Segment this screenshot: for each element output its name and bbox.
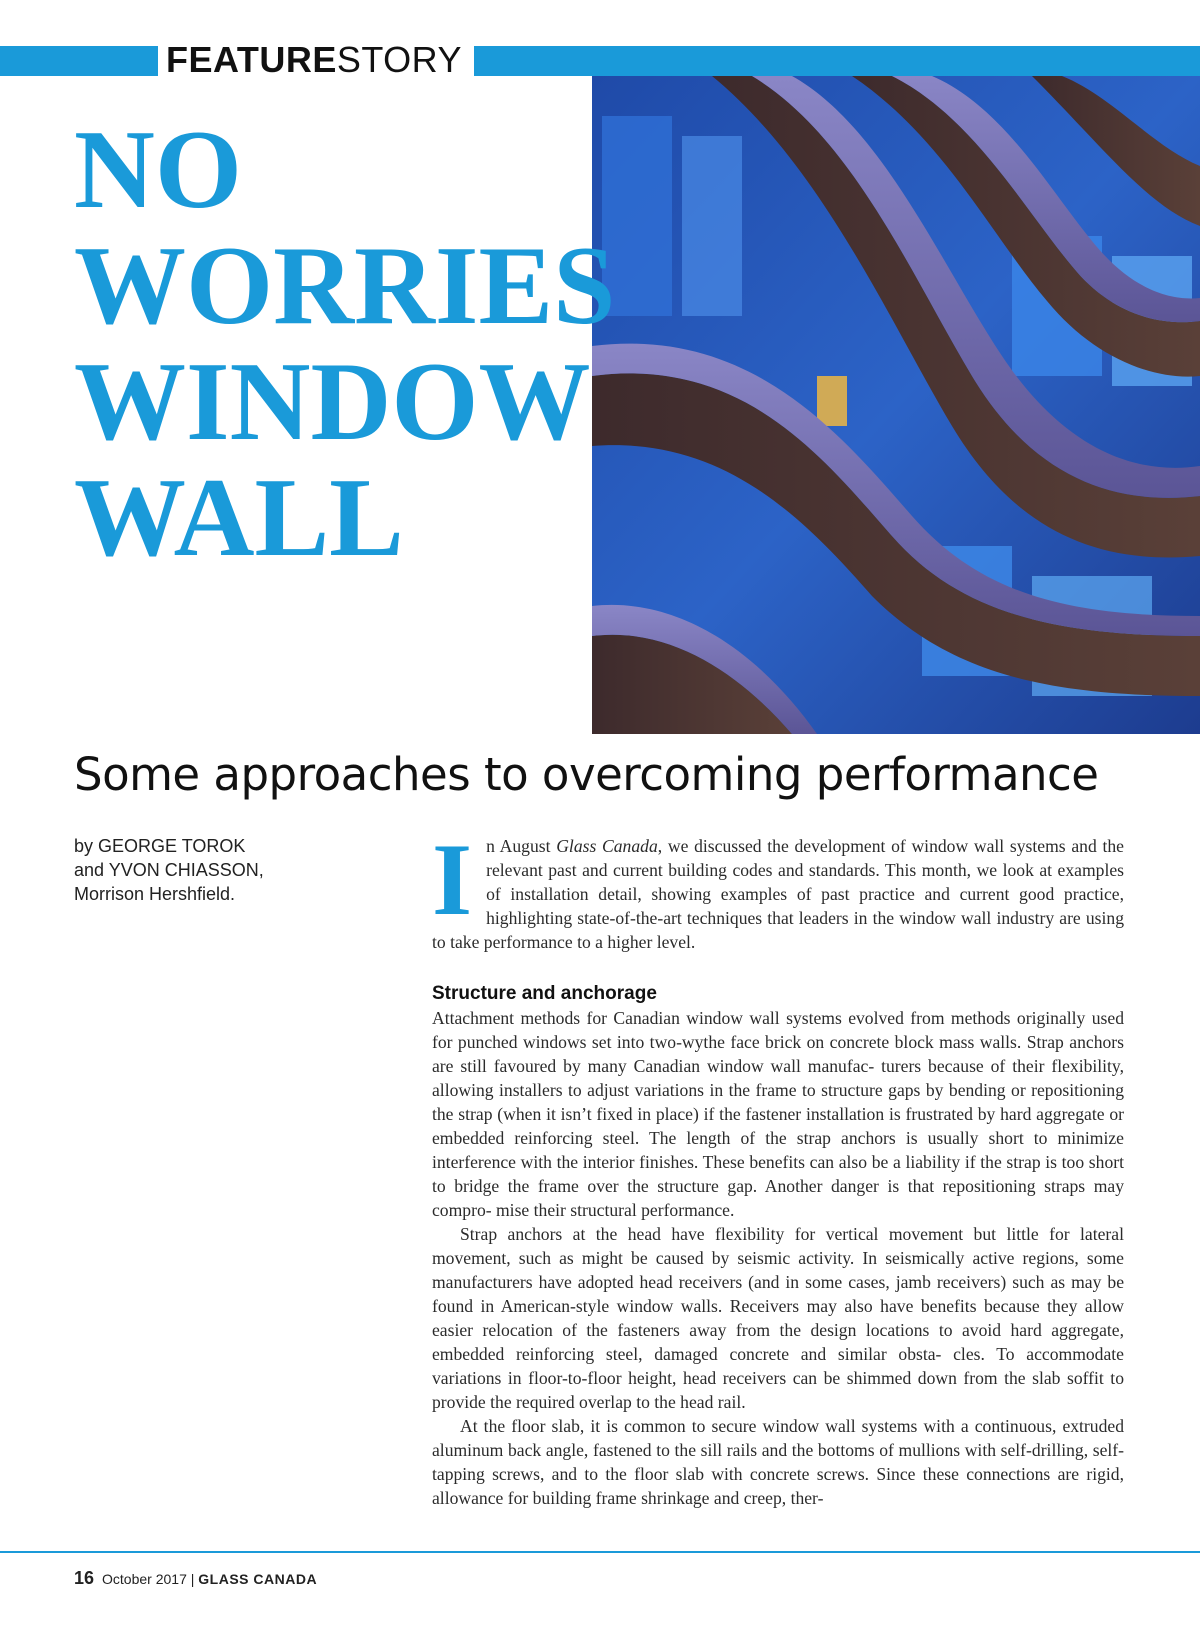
body-paragraph-2: Strap anchors at the head have flexibility for vertical movement but little for lateral movement, such as might be caused by seismic activity. In seismically active regions, some manufacturers have adopted head receivers (and in some cases, jamb receivers) such as may be found in American-style window walls. Receivers may also have benefits because they allow easier relocation of the fasteners away from the design locations to avoid hard aggregate, embedded reinforcing steel, damaged concrete and similar obsta- cles. To accommodate variations in floor-to-floor height, head receivers can be shimmed down from the slab soffit to provide the required overlap to the head rail. — [432, 1224, 1124, 1412]
building-photo — [592, 76, 1200, 734]
byline — [74, 834, 374, 906]
byline-line-2: and YVON CHIASSON, — [74, 860, 264, 880]
byline-line-1: by GEORGE TOROK — [74, 836, 246, 856]
headline — [74, 108, 616, 580]
lead-paragraph — [432, 823, 1124, 954]
footer-rule — [0, 1551, 1200, 1553]
header-bar-right — [474, 46, 1200, 76]
subtitle: Some approaches to overcoming performance — [74, 748, 1099, 801]
headline-line-3: WINDOW — [74, 340, 591, 464]
headline-line-2: WORRIES — [74, 224, 616, 348]
publication-name: Glass Canada — [556, 836, 658, 856]
body-paragraph-1: Attachment methods for Canadian window wall systems evolved from methods originally used for punched windows set into two-wythe face brick on concrete block mass walls. Strap anchors are still favoured by many Canadian window wall manufac- turers because of their flexibility, allowing installers to adjust variations in the frame to structure gaps by bending or repositioning the strap (when it isn’t fixed in place) if the fastener installation is frustrated by hard aggregate or embedded reinforcing steel. The length of the strap anchors is usually short to minimize interference with the interior finishes. These benefits can also be a liability if the strap is too short to bridge the frame over the structure gap. Another danger is that repositioning straps may compro- mise their structural performance. — [432, 1008, 1124, 1220]
lead-text-start: n August — [486, 836, 557, 856]
page-footer — [74, 1568, 317, 1589]
article-body — [432, 823, 1124, 1510]
issue-date: October 2017 | — [102, 1571, 199, 1587]
drop-cap: I — [432, 823, 473, 937]
headline-line-4: WALL — [74, 456, 404, 580]
magazine-name: GLASS CANADA — [198, 1571, 318, 1587]
kicker-feature: FEATURE — [166, 39, 337, 80]
kicker-story: STORY — [336, 39, 463, 80]
header-bar-left — [0, 46, 158, 76]
section-heading: Structure and anchorage — [432, 983, 657, 1004]
byline-line-3: Morrison Hershfield. — [74, 884, 236, 904]
section-kicker — [166, 38, 462, 82]
headline-line-1: NO — [74, 108, 242, 232]
page-number: 16 — [74, 1568, 95, 1588]
body-paragraph-3: At the floor slab, it is common to secure window wall systems with a continuous, extruded aluminum back angle, fastened to the sill rails and the bottoms of mullions with self-drilling, self-tapping screws, and to the floor slab with concrete screws. Since these connections are rigid, allowance for building frame shrinkage and creep, ther- — [432, 1416, 1124, 1508]
lead-text-rest: , we discussed the development of window wall systems and the relevant past and current building codes and standards. This month, we look at examples of installation detail, showing examples of past practice and current good practice, highlighting state-of-the-art techniques that leaders in the window wall industry are using to take performance to a higher level. — [432, 836, 1124, 952]
